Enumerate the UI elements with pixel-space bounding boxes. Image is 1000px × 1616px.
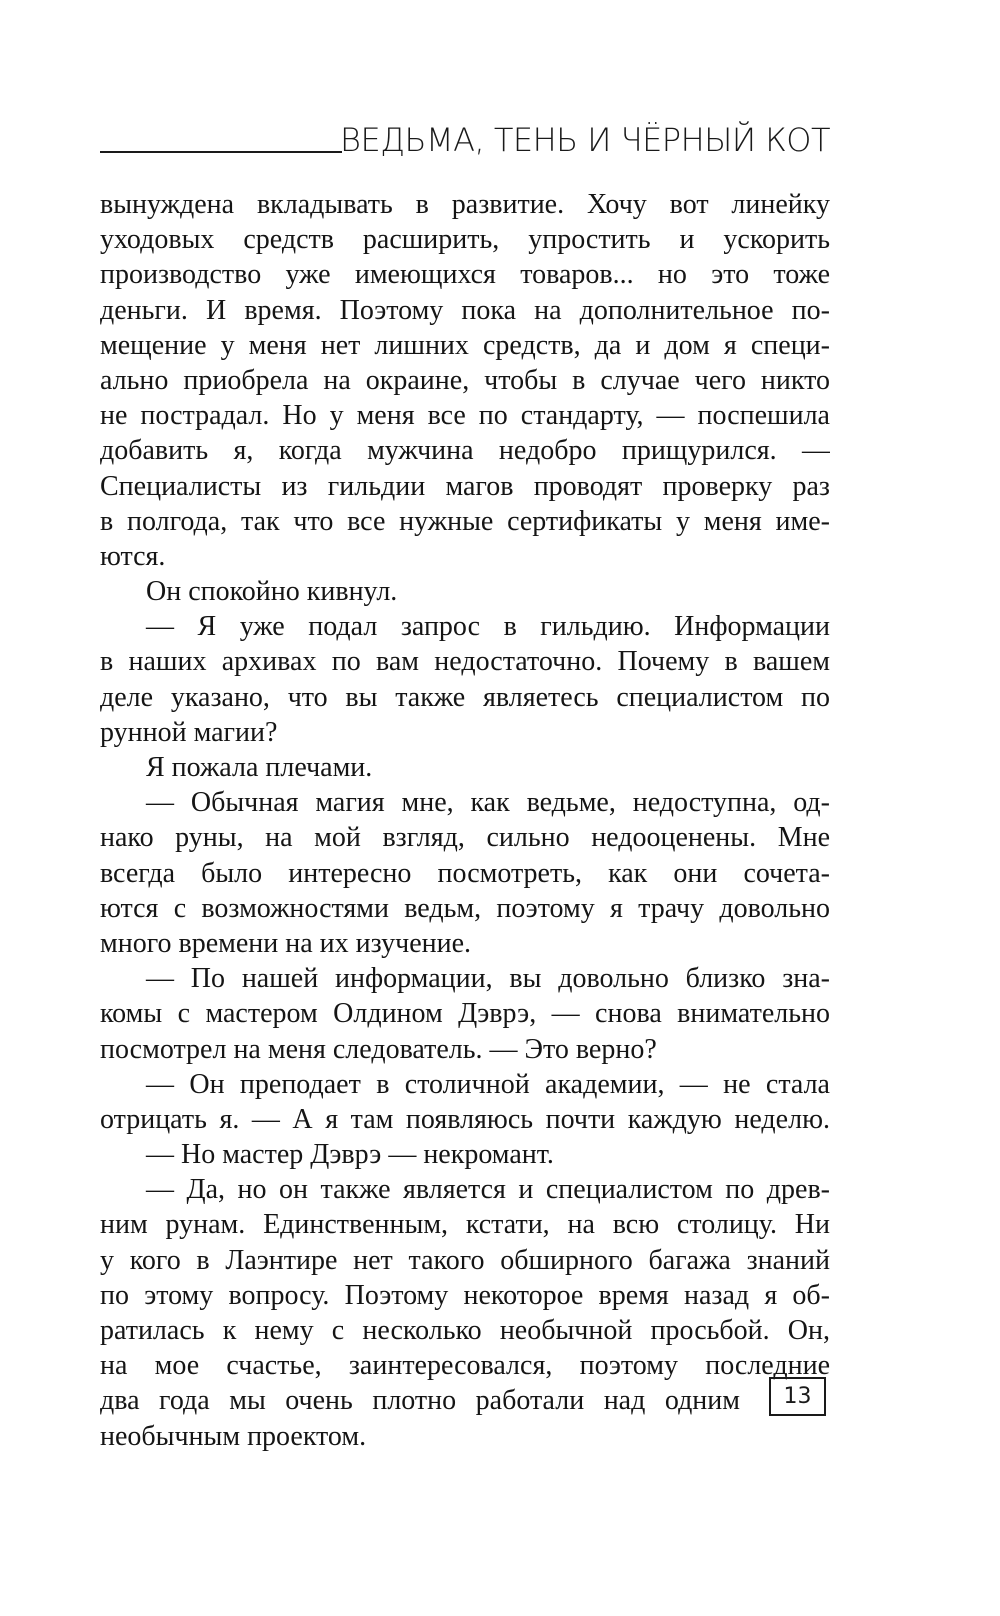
text-line: у кого в Лаэнтире нет такого обширного багажа знаний (100, 1244, 830, 1276)
text-line: — По нашей информации, вы довольно близко зна- (146, 963, 830, 995)
text-line: по этому вопросу. Поэтому некоторое время назад я об- (100, 1279, 830, 1311)
text-line: два года мы очень плотно работали над одним (100, 1385, 740, 1417)
text-line: Специалисты из гильдии магов проводят проверку раз (100, 470, 830, 502)
book-title: ВЕДЬМА, ТЕНЬ И ЧЁРНЫЙ КОТ (340, 121, 830, 159)
header-rule (100, 151, 342, 153)
text-line: комы с мастером Олдином Дэврэ, — снова внимательно (100, 998, 830, 1030)
text-line: уходовых средств расширить, упростить и ускорить (100, 224, 830, 256)
text-line: ются. (100, 540, 166, 572)
text-line: добавить я, когда мужчина недобро прищурился. — (100, 435, 830, 467)
text-line: мещение у меня нет лишних средств, да и дом я специ- (100, 329, 830, 361)
text-line: необычным проектом. (100, 1420, 367, 1452)
text-line: всегда было интересно посмотреть, как они сочета- (100, 857, 830, 889)
text-line: на мое счастье, заинтересовался, поэтому последние (100, 1350, 830, 1382)
page-body (100, 187, 830, 1454)
running-header (100, 122, 830, 162)
text-line: ально приобрела на окраине, чтобы в случае чего никто (100, 364, 830, 396)
text-line: посмотрел на меня следователь. — Это верно? (100, 1033, 657, 1065)
text-line: Я пожала плечами. (146, 752, 373, 783)
text-line: ются с возможностями ведьм, поэтому я трачу довольно (100, 892, 830, 924)
text-line: — Я уже подал запрос в гильдию. Информации (146, 611, 830, 643)
text-line: — Да, но он также является и специалистом по древ- (146, 1174, 830, 1206)
text-line: не пострадал. Но у меня все по стандарту, — поспешила (100, 400, 830, 432)
page-number: 13 (769, 1377, 826, 1416)
text-line: ратилась к нему с несколько необычной просьбой. Он, (100, 1315, 830, 1346)
text-line: вынуждена вкладывать в развитие. Хочу вот линейку (100, 189, 830, 220)
text-line: нако руны, на мой взгляд, сильно недооценены. Мне (100, 822, 830, 854)
text-line: — Он преподает в столичной академии, — не стала (146, 1068, 830, 1100)
text-line: в наших архивах по вам недостаточно. Почему в вашем (100, 646, 830, 678)
text-line: рунной магии? (100, 716, 278, 748)
text-line: Он спокойно кивнул. (146, 576, 398, 608)
text-line: отрицать я. — А я там появляюсь почти каждую неделю. (100, 1103, 830, 1135)
text-line: деньги. И время. Поэтому пока на дополнительное по- (100, 294, 830, 326)
text-line: ним рунам. Единственным, кстати, на всю столицу. Ни (100, 1209, 830, 1241)
text-line: — Обычная магия мне, как ведьме, недоступна, од- (146, 787, 830, 819)
text-line: много времени на их изучение. (100, 927, 472, 959)
text-line: в полгода, так что все нужные сертификаты у меня име- (100, 505, 830, 537)
text-line: — Но мастер Дэврэ — некромант. (146, 1139, 554, 1171)
text-line: деле указано, что вы также являетесь специалистом по (100, 681, 830, 713)
text-line: производство уже имеющихся товаров... но это тоже (100, 259, 830, 291)
